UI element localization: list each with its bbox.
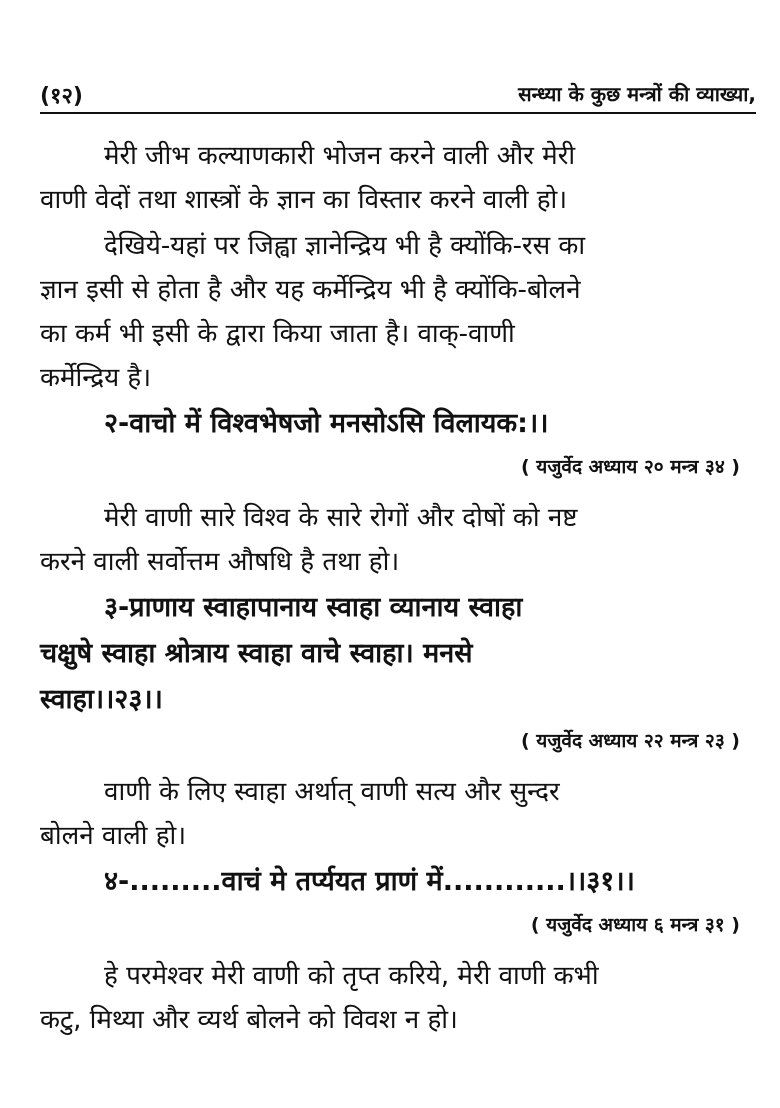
paragraph-line: बोलने वाली हो। (40, 821, 187, 851)
paragraph-line: हे परमेश्वर मेरी वाणी को तृप्त करिये, मेरी वाणी कभी (104, 961, 599, 991)
paragraph-line: मेरी वाणी सारे विश्व के सारे रोगों और दोषों को नष्ट (104, 503, 578, 533)
paragraph-line: देखिये-यहां पर जिह्वा ज्ञानेन्द्रिय भी है क्योंकि-रस का (104, 231, 586, 261)
page-header (40, 76, 756, 114)
mantra-line: स्वाहा।।२३।। (40, 684, 163, 715)
paragraph-line: वाणी के लिए स्वाहा अर्थात् वाणी सत्य और सुन्दर (104, 777, 560, 807)
paragraph-line: ज्ञान इसी से होता है और यह कर्मेन्द्रिय भी है क्योंकि-बोलने (40, 275, 581, 305)
citation: ( यजुर्वेद अध्याय २० मन्त्र ३४ ) (521, 456, 740, 478)
mantra-line: ४-.........वाचं मे तर्प्ययत प्राणं में............।।३१।। (104, 866, 635, 897)
mantra-line: चक्षुषे स्वाहा श्रोत्राय स्वाहा वाचे स्वाहा। मनसे (40, 638, 473, 669)
citation: ( यजुर्वेद अध्याय २२ मन्त्र २३ ) (521, 730, 740, 752)
paragraph-line: वाणी वेदों तथा शास्त्रों के ज्ञान का विस्तार करने वाली हो। (40, 185, 568, 215)
mantra-line: ३-प्राणाय स्वाहापानाय स्वाहा व्यानाय स्वाहा (104, 592, 523, 623)
paragraph-line: कर्मेन्द्रिय है। (40, 363, 152, 393)
paragraph-line: मेरी जीभ कल्याणकारी भोजन करने वाली और मेरी (104, 141, 576, 171)
running-title: सन्ध्या के कुछ मन्त्रों की व्याख्या, (518, 82, 756, 106)
mantra-line: २-वाचो में विश्वभेषजो मनसोऽसि विलायक:।। (104, 408, 549, 439)
paragraph-line: का कर्म भी इसी के द्वारा किया जाता है। वाक्-वाणी (40, 319, 515, 349)
citation: ( यजुर्वेद अध्याय ६ मन्त्र ३१ ) (530, 914, 740, 936)
paragraph-line: करने वाली सर्वोत्तम औषधि है तथा हो। (40, 547, 400, 577)
paragraph-line: कटु, मिथ्या और व्यर्थ बोलने को विवश न हो। (40, 1005, 458, 1035)
page-number: (१२) (40, 84, 83, 109)
